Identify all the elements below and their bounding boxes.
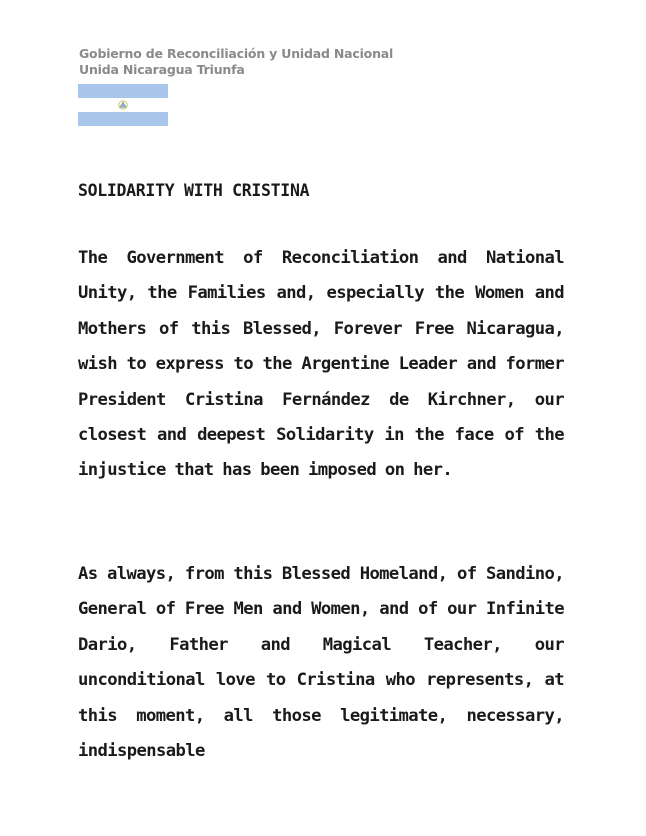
- flag-stripe-bottom: [78, 112, 168, 126]
- paragraph-1: The Government of Reconciliation and National Unity, the Families and, especially the Women and Mothers of this Blessed, Forever Free Nicaragua, wish to express to the Argentine Leader and former President Cristina Fernández de Kirchner, our closest and deepest Solidarity in the face of the injustice that has been imposed on her.: [78, 248, 564, 481]
- letterhead: [79, 46, 393, 78]
- document-title: SOLIDARITY WITH CRISTINA: [78, 181, 310, 200]
- nicaragua-flag-icon: [78, 84, 168, 126]
- flag-stripe-top: [78, 84, 168, 98]
- letterhead-line-2: Unida Nicaragua Triunfa: [79, 62, 245, 77]
- paragraph-2: As always, from this Blessed Homeland, of Sandino, General of Free Men and Women, and of our Infinite Dario, Father and Magical Teacher, our unconditional love to Cristina who represents, at this moment, all those legitimate, necessary, indispensable: [78, 564, 564, 762]
- letterhead-line-1: Gobierno de Reconciliación y Unidad Nacional: [79, 46, 394, 61]
